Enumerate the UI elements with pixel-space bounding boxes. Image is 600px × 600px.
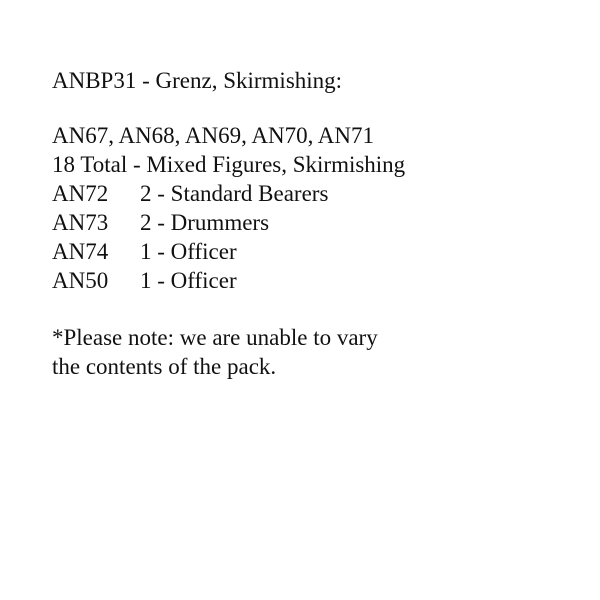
pack-note — [52, 323, 378, 381]
list-item — [52, 266, 328, 295]
item-code: AN50 — [52, 268, 109, 293]
item-code: AN74 — [52, 239, 109, 264]
note-line-2: the contents of the pack. — [52, 354, 277, 379]
item-description: 1 - Officer — [140, 268, 237, 293]
note-line-1: *Please note: we are unable to vary — [52, 325, 378, 350]
item-code: AN72 — [52, 181, 109, 206]
list-item — [52, 237, 328, 266]
pack-title: ANBP31 - Grenz, Skirmishing: — [52, 68, 343, 93]
list-item — [52, 208, 328, 237]
item-description: 2 - Standard Bearers — [140, 181, 329, 206]
item-code: AN73 — [52, 210, 109, 235]
item-description: 1 - Officer — [140, 239, 237, 264]
figure-codes-line: AN67, AN68, AN69, AN70, AN71 — [52, 123, 375, 148]
list-item — [52, 179, 328, 208]
item-description: 2 - Drummers — [140, 210, 270, 235]
total-line: 18 Total - Mixed Figures, Skirmishing — [52, 152, 406, 177]
item-list — [52, 179, 328, 295]
